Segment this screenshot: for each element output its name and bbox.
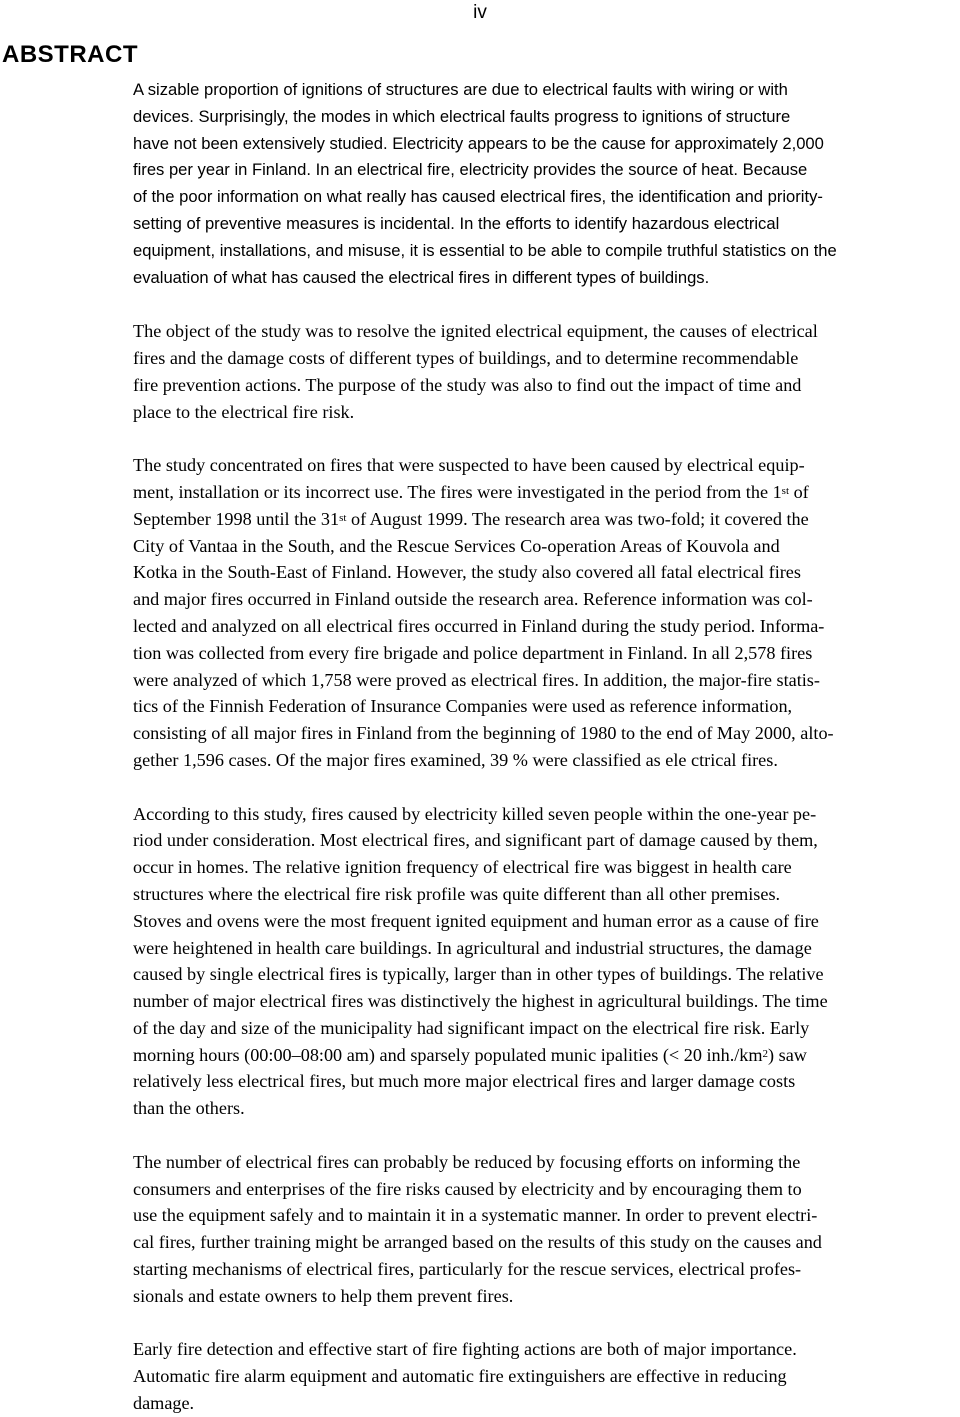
paragraph-1	[133, 77, 959, 291]
text-line: Early fire detection and effective start of fire fighting actions are both of major importance.	[133, 1339, 797, 1360]
text-line: gether 1,596 cases. Of the major fires examined, 39 % were classified as ele ctrical fires.	[133, 749, 778, 770]
text-fragment: ) saw	[768, 1044, 807, 1065]
text-line: structures where the electrical fire risk profile was quite different than all other premises.	[133, 883, 781, 904]
text-line: starting mechanisms of electrical fires, particularly for the rescue services, electrical profes-	[133, 1259, 802, 1280]
text-line: caused by single electrical fires is typically, larger than in other types of buildings. The relative	[133, 964, 824, 985]
text-line: consisting of all major fires in Finland from the beginning of 1980 to the end of May 2000, alto-	[133, 723, 834, 744]
abstract-heading: ABSTRACT	[2, 41, 138, 68]
text-line: fire prevention actions. The purpose of the study was also to find out the impact of time and	[133, 374, 802, 395]
text-fragment: of	[789, 481, 809, 502]
superscript-st: st	[339, 511, 347, 524]
text-line: fires per year in Finland. In an electrical fire, electricity provides the source of heat. Because	[133, 160, 808, 180]
text-line: have not been extensively studied. Electricity appears to be the cause for approximately 2,000	[133, 133, 824, 153]
text-line: Stoves and ovens were the most frequent ignited equipment and human error as a cause of fire	[133, 910, 819, 931]
text-line: tics of the Finnish Federation of Insurance Companies were used as reference information,	[133, 696, 793, 717]
text-line: place to the electrical fire risk.	[133, 401, 355, 422]
text-line: morning hours (00:00–08:00 am) and sparsely populated munic ipalities (< 20 inh./km	[133, 1044, 763, 1065]
text-line: relatively less electrical fires, but much more major electrical fires and larger damage costs	[133, 1071, 796, 1092]
text-line: equipment, installations, and misuse, it is essential to be able to compile truthful statistics on the	[133, 240, 837, 260]
paragraph-6	[133, 1336, 959, 1416]
paragraph-2	[133, 318, 959, 425]
text-line: setting of preventive measures is incidental. In the efforts to identify hazardous electrical	[133, 213, 780, 233]
text-line: damage.	[133, 1393, 195, 1414]
text-line: fires and the damage costs of different types of buildings, and to determine recommendable	[133, 347, 799, 368]
text-line: sionals and estate owners to help them prevent fires.	[133, 1285, 514, 1306]
text-line: cal fires, further training might be arranged based on the results of this study on the causes and	[133, 1232, 822, 1253]
paragraph-5	[133, 1149, 959, 1310]
text-line: of the poor information on what really has caused electrical fires, the identification and priority-	[133, 187, 823, 207]
superscript-st: st	[781, 485, 790, 498]
page-number: iv	[473, 2, 487, 23]
abstract-body	[133, 77, 959, 1417]
text-line: use the equipment safely and to maintain it in a systematic manner. In order to prevent electri-	[133, 1205, 818, 1226]
paragraph-3	[133, 452, 959, 774]
text-line: According to this study, fires caused by electricity killed seven people within the one-year pe-	[133, 803, 817, 824]
text-line: and major fires occurred in Finland outside the research area. Reference information was col-	[133, 589, 813, 610]
text-line: riod under consideration. Most electrical fires, and significant part of damage caused by them,	[133, 830, 818, 851]
paragraph-4	[133, 801, 959, 1123]
text-line: number of major electrical fires was distinctively the highest in agricultural buildings. The time	[133, 991, 828, 1012]
text-line: Automatic fire alarm equipment and automatic fire extinguishers are effective in reducing	[133, 1366, 787, 1387]
text-line: devices. Surprisingly, the modes in which electrical faults progress to ignitions of structure	[133, 106, 791, 126]
text-line: September 1998 until the 31	[133, 508, 340, 529]
text-line: The object of the study was to resolve the ignited electrical equipment, the causes of electrical	[133, 321, 818, 342]
superscript-2: 2	[762, 1047, 769, 1060]
text-line: were heightened in health care buildings. In agricultural and industrial structures, the damage	[133, 937, 812, 958]
text-line: tion was collected from every fire brigade and police department in Finland. In all 2,578 fires	[133, 642, 813, 663]
text-line: consumers and enterprises of the fire risks caused by electricity and by encouraging them to	[133, 1178, 802, 1199]
text-line: City of Vantaa in the South, and the Rescue Services Co-operation Areas of Kouvola and	[133, 535, 780, 556]
text-line: lected and analyzed on all electrical fires occurred in Finland during the study period. Informa-	[133, 615, 825, 636]
text-line: were analyzed of which 1,758 were proved as electrical fires. In addition, the major-fire statis-	[133, 669, 820, 690]
text-line: The number of electrical fires can probably be reduced by focusing efforts on informing the	[133, 1151, 801, 1172]
text-line: A sizable proportion of ignitions of structures are due to electrical faults with wiring or with	[133, 80, 788, 99]
text-line: of the day and size of the municipality had significant impact on the electrical fire risk. Early	[133, 1017, 810, 1038]
text-line: Kotka in the South-East of Finland. However, the study also covered all fatal electrical fires	[133, 562, 801, 583]
text-line: The study concentrated on fires that were suspected to have been caused by electrical equip-	[133, 455, 805, 476]
text-fragment: of August 1999. The research area was two-fold; it covered the	[346, 508, 809, 529]
text-line: ment, installation or its incorrect use. The fires were investigated in the period from the 1	[133, 481, 782, 502]
text-line: evaluation of what has caused the electrical fires in different types of buildings.	[133, 267, 710, 287]
text-line: than the others.	[133, 1098, 245, 1119]
text-line: occur in homes. The relative ignition frequency of electrical fire was biggest in health care	[133, 857, 792, 878]
